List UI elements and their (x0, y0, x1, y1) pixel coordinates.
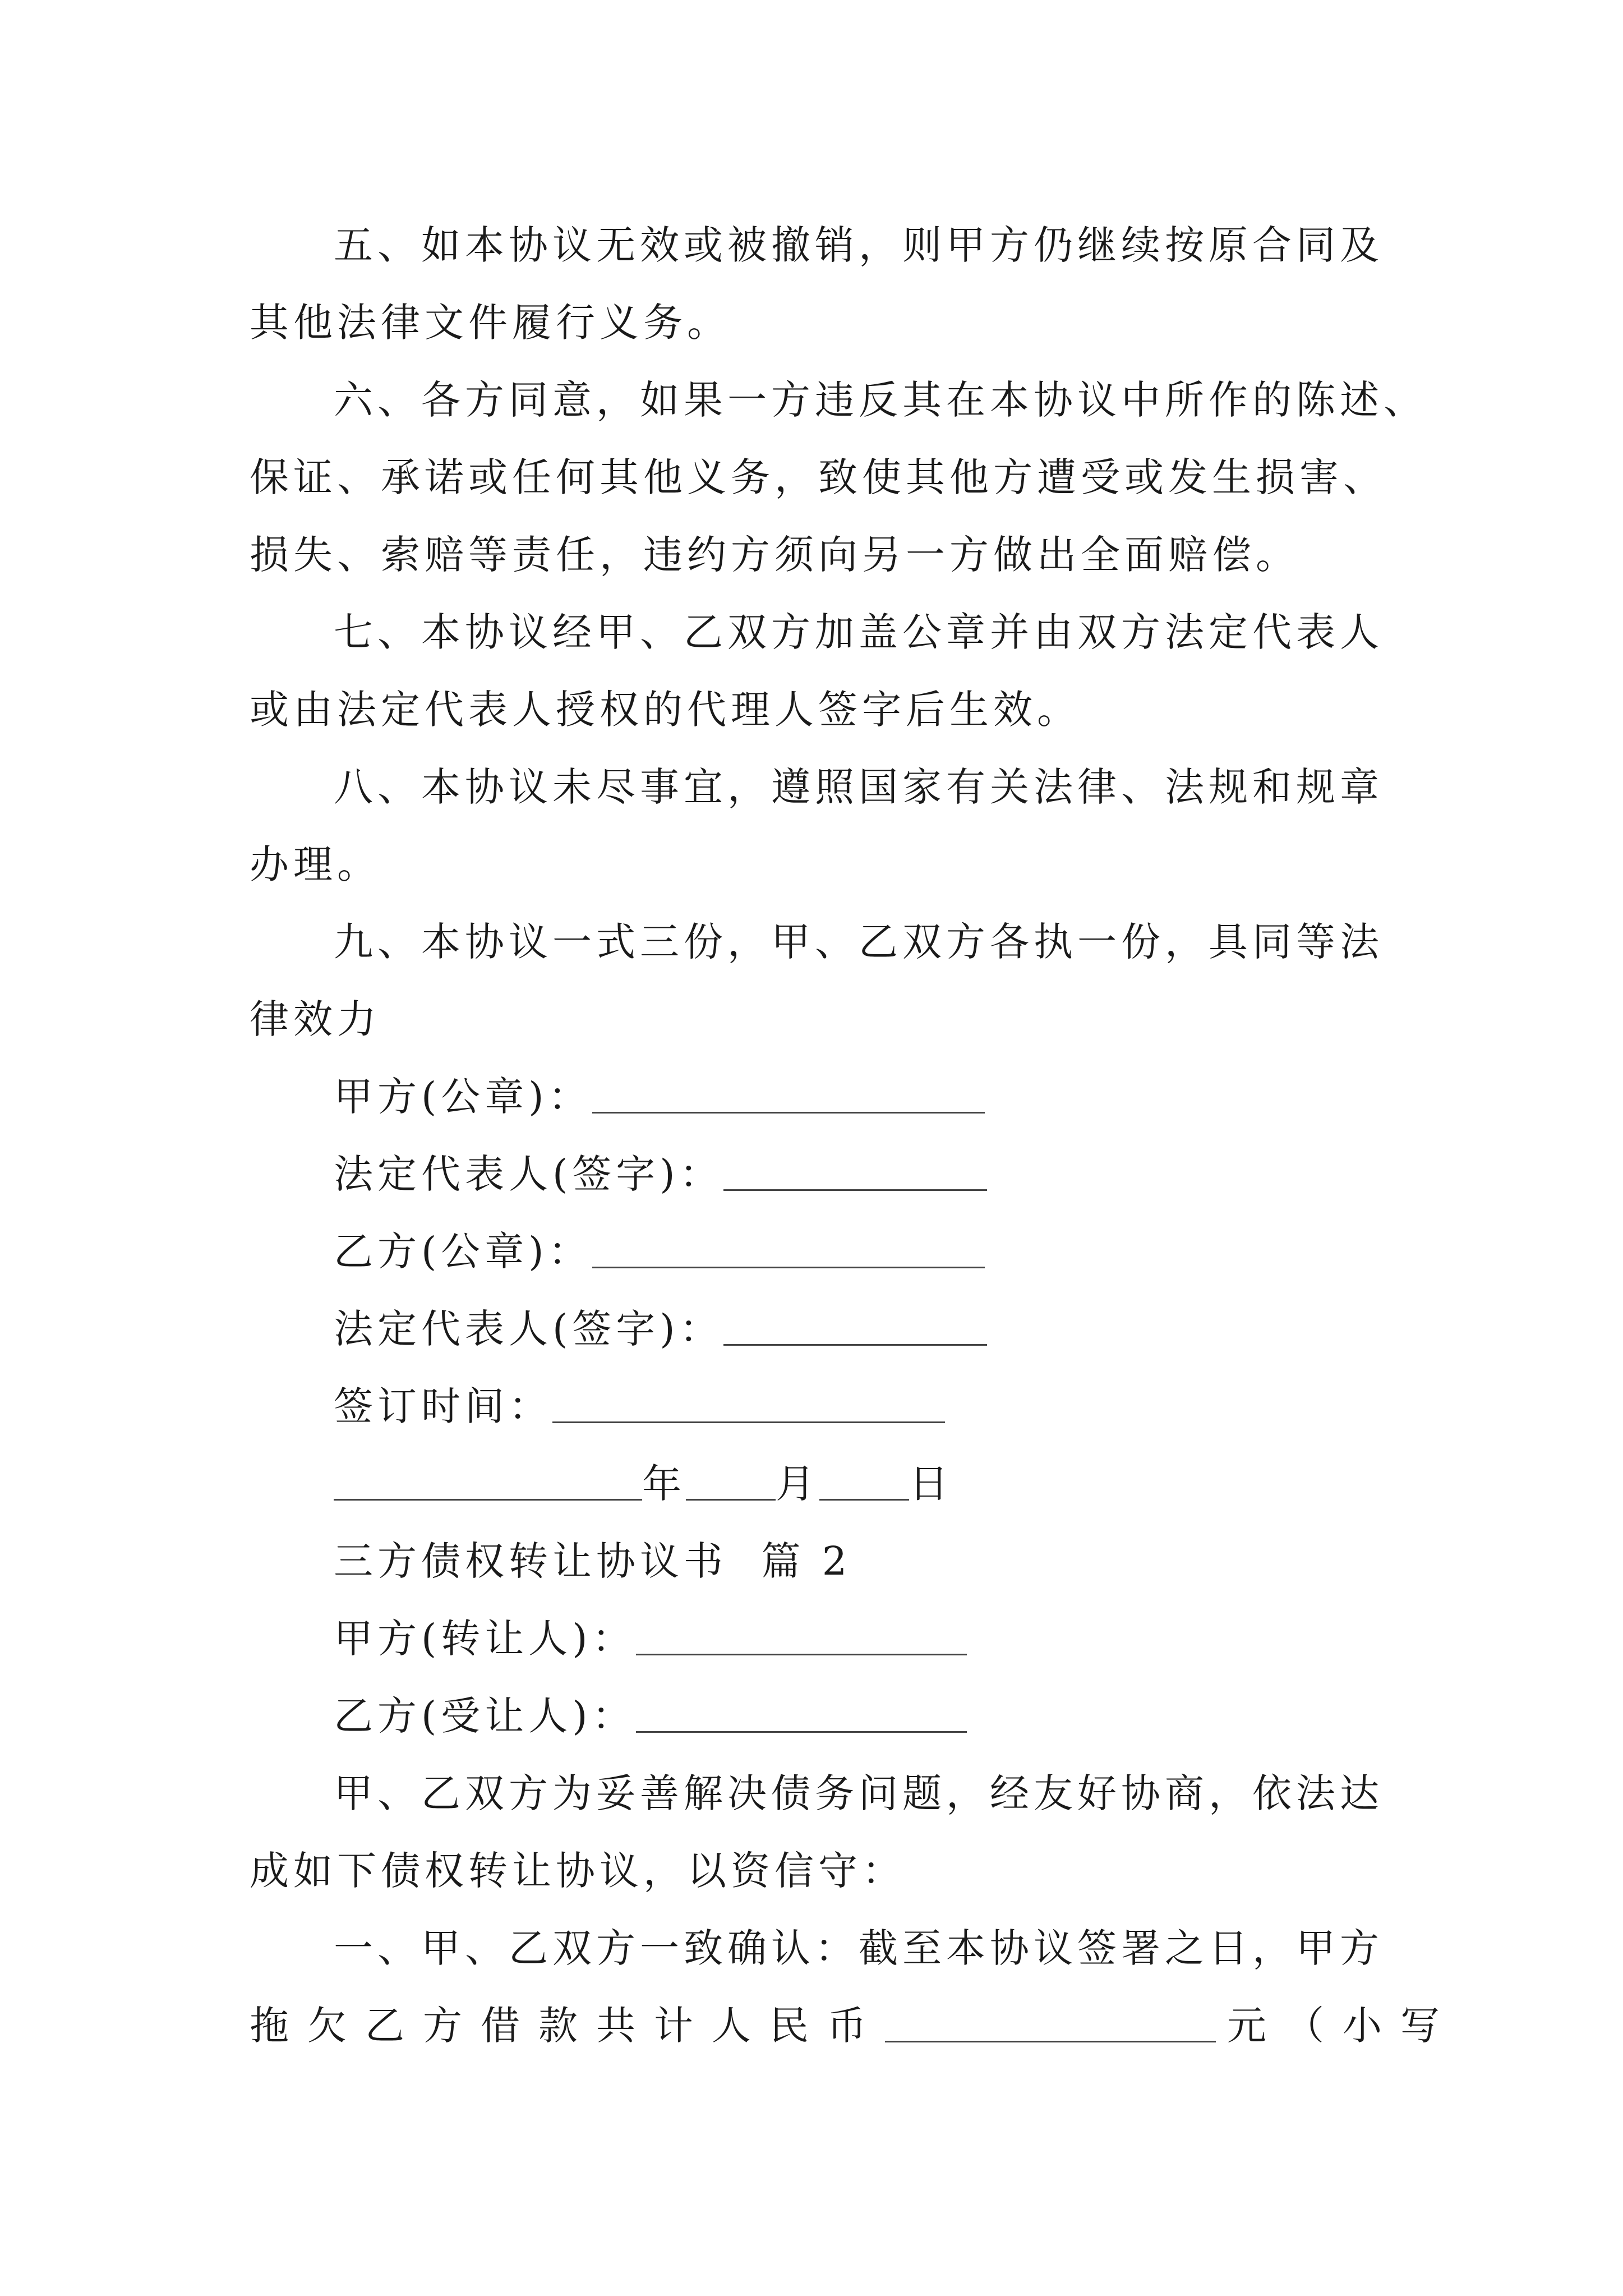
sign-time-blank[interactable] (552, 1382, 945, 1423)
party-b-seal-label: 乙方(公章)： (334, 1228, 592, 1274)
party-a-seal-row (250, 1058, 1388, 1135)
clause-9-line-1: 九、本协议一式三份，甲、乙双方各执一份，具同等法 (334, 919, 1384, 965)
party-b-rep-label: 法定代表人(签字)： (334, 1306, 723, 1352)
transferor-blank[interactable] (636, 1614, 967, 1655)
clause-6-line-3: 损失、索赔等责任，违约方须向另一方做出全面赔偿。 (250, 532, 1299, 578)
party-b-seal-row (250, 1213, 1388, 1290)
clause-9-line-2: 律效力 (250, 996, 381, 1042)
clause-5-line-2: 其他法律文件履行义务。 (250, 300, 731, 346)
year-blank[interactable] (334, 1460, 642, 1501)
month-label: 月 (776, 1461, 819, 1507)
party-a-seal-blank[interactable] (592, 1073, 985, 1114)
party-a-seal-label: 甲方(公章)： (334, 1074, 592, 1120)
loan-amount-blank[interactable] (885, 2001, 1216, 2042)
clause-1-line-2-text: 拖欠乙方借款共计人民币 (250, 2003, 885, 2049)
clause-6-line-2: 保证、承诺或任何其他义务，致使其他方遭受或发生损害、 (250, 454, 1387, 500)
section-2-title: 三方债权转让协议书 篇 2 (334, 1538, 852, 1584)
transferor-row (250, 1600, 1388, 1677)
sign-time-label: 签订时间： (334, 1383, 552, 1429)
transferee-blank[interactable] (636, 1692, 967, 1733)
clause-7-line-2: 或由法定代表人授权的代理人签字后生效。 (250, 687, 1081, 733)
party-b-rep-blank[interactable] (723, 1305, 987, 1346)
transferee-row (250, 1677, 1388, 1755)
date-row (250, 1445, 1388, 1522)
party-a-rep-blank[interactable] (723, 1150, 987, 1191)
clause-6-line-1: 六、各方同意，如果一方违反其在本协议中所作的陈述、 (334, 377, 1427, 423)
intro-line-2: 成如下债权转让协议，以资信守： (250, 1848, 906, 1894)
clause-1-line-2-unit: 元（小写 (1227, 2003, 1458, 2049)
day-blank[interactable] (819, 1460, 909, 1501)
clause-8-line-1: 八、本协议未尽事宜，遵照国家有关法律、法规和规章 (334, 764, 1384, 810)
clause-1-line-2 (250, 1987, 1458, 2064)
clause-1-line-1: 一、甲、乙双方一致确认：截至本协议签署之日，甲方 (334, 1925, 1384, 1971)
party-a-rep-row (250, 1135, 1388, 1213)
sign-time-row (250, 1368, 1388, 1445)
year-label: 年 (642, 1461, 686, 1507)
party-a-rep-label: 法定代表人(签字)： (334, 1151, 723, 1197)
party-b-rep-row (250, 1290, 1388, 1368)
intro-line-1: 甲、乙双方为妥善解决债务问题，经友好协商，依法达 (334, 1770, 1384, 1816)
transferor-label: 甲方(转让人)： (334, 1616, 636, 1662)
party-b-seal-blank[interactable] (592, 1227, 985, 1268)
transferee-label: 乙方(受让人)： (334, 1693, 636, 1739)
clause-8-line-2: 办理。 (250, 841, 381, 887)
clause-7-line-1: 七、本协议经甲、乙双方加盖公章并由双方法定代表人 (334, 609, 1384, 655)
clause-5-line-1: 五、如本协议无效或被撤销，则甲方仍继续按原合同及 (334, 222, 1384, 268)
document-body (250, 206, 1458, 2064)
month-blank[interactable] (686, 1460, 776, 1501)
day-label: 日 (909, 1461, 953, 1507)
